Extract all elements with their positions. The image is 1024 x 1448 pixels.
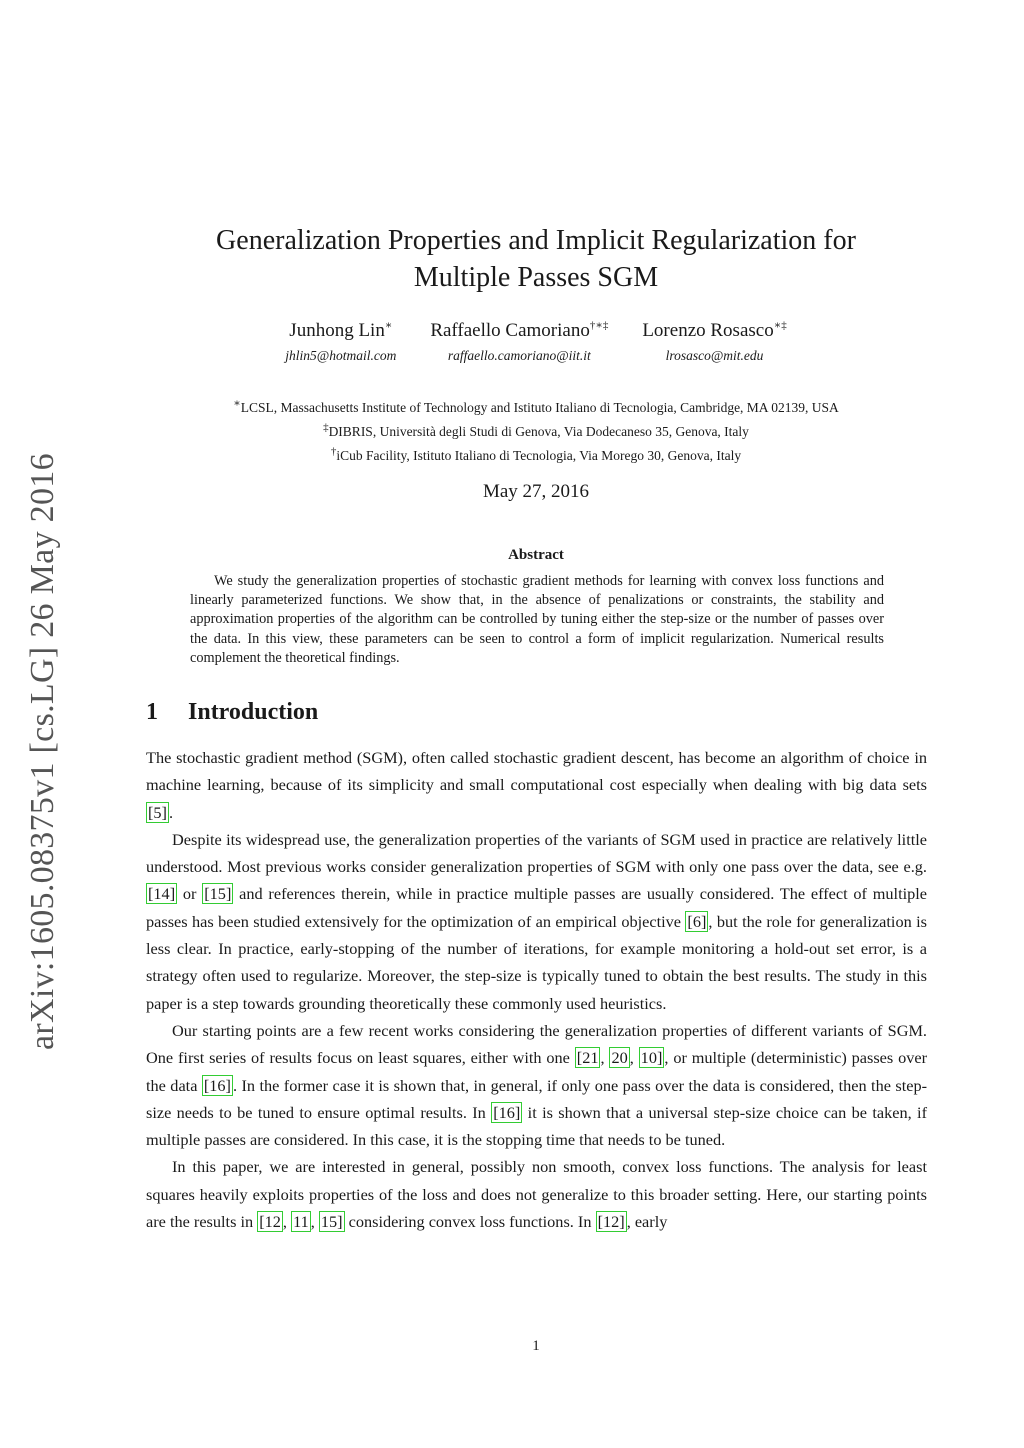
author-email: lrosasco@mit.edu bbox=[665, 348, 764, 363]
section-heading-introduction bbox=[146, 697, 318, 727]
page-number: 1 bbox=[532, 1338, 540, 1354]
citation-link[interactable]: [21 bbox=[576, 1048, 599, 1068]
author-affiliation-marks: ∗ bbox=[384, 319, 393, 332]
paragraph-4: In this paper, we are interested in general, possibly non smooth, convex loss functions. The analysis for least squares heavily exploits properties of the loss and does not generalize to this broader setting. Here, our starting points are the results in [12 , 11 , 15] considering convex loss functions. In [12] , early bbox=[146, 1157, 927, 1232]
citation-link[interactable]: [12] bbox=[597, 1212, 625, 1232]
citation-link[interactable]: 20 bbox=[611, 1048, 628, 1068]
introduction-body bbox=[146, 744, 927, 1235]
affiliation-mark: † bbox=[330, 445, 337, 458]
paragraph-3: Our starting points are a few recent works considering the generalization properties of different variants of SGM. One first series of results focus on least squares, either with one [21 , 20 , 10] , or multiple (deterministic) passes over the data [16] . In the former case it is shown that, in general, if only one pass over the data is considered, then the step-size needs to be tuned to ensure optimal results. In [16] it is shown that a universal step-size choice can be taken, if multiple passes are considered. In this case, it is the stopping time that needs to be tuned. bbox=[146, 1020, 928, 1150]
affiliation-text: LCSL, Massachusetts Institute of Technology and Istituto Italiano di Tecnologia, Cambridge, MA 02139, USA bbox=[240, 400, 839, 415]
title-line-2: Multiple Passes SGM bbox=[413, 262, 659, 293]
citation-link[interactable]: [16] bbox=[493, 1102, 521, 1122]
paper-title bbox=[140, 222, 932, 296]
section-number: 1 bbox=[146, 699, 158, 725]
author-affiliation-marks: †∗‡ bbox=[589, 319, 609, 332]
affiliation-list bbox=[140, 396, 932, 468]
author-1 bbox=[285, 318, 396, 367]
author-3 bbox=[642, 318, 786, 367]
citation-link[interactable]: [15] bbox=[204, 884, 232, 904]
citation-link[interactable]: [6] bbox=[687, 911, 707, 931]
paragraph-1: The stochastic gradient method (SGM), often called stochastic gradient descent, has become an algorithm of choice in machine learning, because of its simplicity and small computational cost especially when dealing with big data sets [5] . bbox=[146, 748, 927, 822]
author-email: raffaello.camoriano@iit.it bbox=[447, 348, 591, 363]
affiliation-text: iCub Facility, Istituto Italiano di Tecnologia, Via Morego 30, Genova, Italy bbox=[336, 448, 742, 463]
citation-link[interactable]: [16] bbox=[203, 1075, 231, 1095]
citation-link[interactable]: [5] bbox=[148, 802, 167, 822]
author-affiliation-marks: ∗‡ bbox=[773, 319, 787, 332]
author-list bbox=[140, 318, 932, 367]
publication-date: May 27, 2016 bbox=[482, 481, 590, 502]
affiliation-item bbox=[140, 396, 932, 420]
author-email: jhlin5@hotmail.com bbox=[285, 348, 397, 363]
affiliation-mark: ‡ bbox=[323, 421, 329, 434]
section-title: Introduction bbox=[188, 699, 319, 725]
title-line-1: Generalization Properties and Implicit Regularization for bbox=[216, 225, 856, 256]
citation-link[interactable]: [14] bbox=[148, 884, 176, 904]
citation-link[interactable]: 15] bbox=[320, 1212, 343, 1232]
author-name: Junhong Lin bbox=[289, 320, 385, 341]
abstract-heading: Abstract bbox=[508, 547, 564, 563]
citation-link[interactable]: 11 bbox=[293, 1212, 309, 1232]
author-name: Raffaello Camoriano bbox=[430, 320, 590, 341]
abstract-text: We study the generalization properties of stochastic gradient methods for learning with convex loss functions and linearly parameterized functions. We show that, in the absence of penalizations or constraints, the stability and approximation properties of the algorithm can be controlled by tuning either the step-size or the number of passes over the data. In this view, these parameters can be seen to control a form of implicit regularization. Numerical results complement the theoretical findings. bbox=[190, 573, 884, 666]
paragraph-2: Despite its widespread use, the generalization properties of the variants of SGM used in practice are relatively little understood. Most previous works consider generalization properties of SGM with only one pass over the data, see e.g. [14] or [15] and references therein, while in practice multiple passes are usually considered. The effect of multiple passes has been studied extensively for the optimization of an empirical objective [6] , but the role for generalization is less clear. In practice, early-stopping of the number of iterations, for example monitoring a hold-out set error, is a strategy often used to regularize. Moreover, the step-size is typically tuned to obtain the best results. The study in this paper is a step towards grounding theoretically these commonly used heuristics. bbox=[146, 829, 928, 1013]
citation-link[interactable]: 10] bbox=[640, 1048, 663, 1068]
affiliation-mark: ∗ bbox=[233, 397, 241, 410]
affiliation-text: DIBRIS, Università degli Studi di Genova, Via Dodecaneso 35, Genova, Italy bbox=[328, 424, 749, 439]
arxiv-identifier-stamp: arXiv:1605.08375v1 [cs.LG] 26 May 2016 bbox=[24, 453, 61, 1050]
author-2 bbox=[430, 318, 608, 367]
affiliation-item bbox=[140, 420, 932, 444]
citation-link[interactable]: [12 bbox=[259, 1212, 281, 1232]
affiliation-item bbox=[140, 444, 932, 468]
author-name: Lorenzo Rosasco bbox=[642, 320, 774, 341]
